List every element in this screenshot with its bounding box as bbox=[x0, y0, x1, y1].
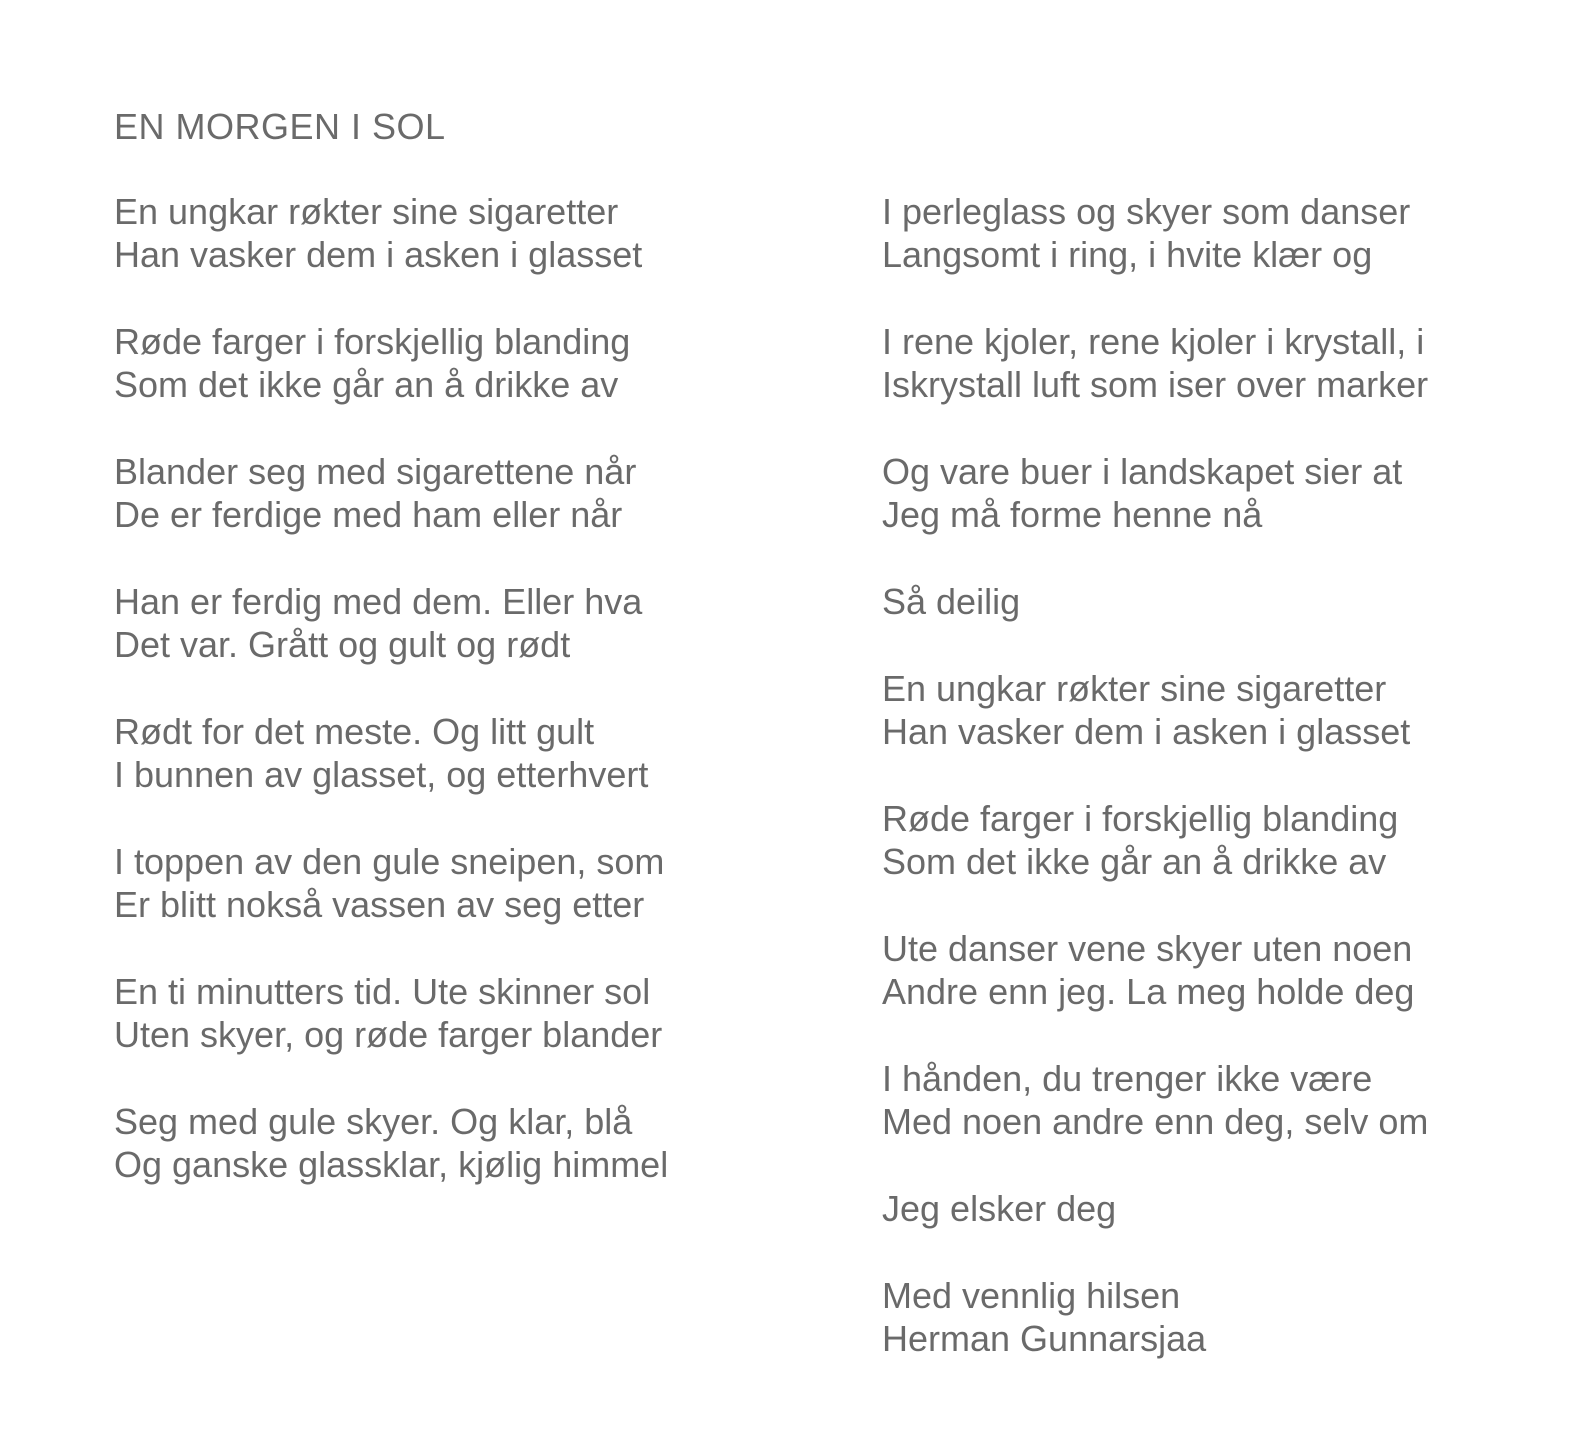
poem-line: Og vare buer i landskapet sier at bbox=[882, 451, 1403, 492]
stanza bbox=[882, 190, 1542, 276]
poem-line: Røde farger i forskjellig blanding bbox=[882, 798, 1399, 839]
poem-line: I hånden, du trenger ikke være bbox=[882, 1058, 1373, 1099]
poem-line: Seg med gule skyer. Og klar, blå bbox=[114, 1101, 633, 1142]
stanza bbox=[882, 450, 1542, 536]
poem-line: Han vasker dem i asken i glasset bbox=[114, 234, 643, 275]
poem-title: EN MORGEN I SOL bbox=[114, 106, 446, 147]
stanza bbox=[882, 580, 1542, 623]
poem-line: Med vennlig hilsen bbox=[882, 1275, 1181, 1316]
poem-line: Ute danser vene skyer uten noen bbox=[882, 928, 1413, 969]
poem-right-column bbox=[882, 190, 1542, 1404]
poem-line: Med noen andre enn deg, selv om bbox=[882, 1101, 1429, 1142]
stanza bbox=[882, 797, 1542, 883]
stanza bbox=[882, 1057, 1542, 1143]
poem-line: I rene kjoler, rene kjoler i krystall, i bbox=[882, 321, 1425, 362]
poem-line: Så deilig bbox=[882, 581, 1021, 622]
poem-line: Rødt for det meste. Og litt gult bbox=[114, 711, 595, 752]
poem-line: Og ganske glassklar, kjølig himmel bbox=[114, 1144, 669, 1185]
stanza bbox=[882, 927, 1542, 1013]
stanza bbox=[114, 190, 859, 276]
poem-line: I toppen av den gule sneipen, som bbox=[114, 841, 665, 882]
poem-line: Som det ikke går an å drikke av bbox=[114, 364, 619, 405]
stanza bbox=[114, 840, 859, 926]
poem-line: De er ferdige med ham eller når bbox=[114, 494, 623, 535]
stanza bbox=[882, 667, 1542, 753]
stanza bbox=[882, 1187, 1542, 1230]
poem-line: Iskrystall luft som iser over marker bbox=[882, 364, 1429, 405]
poem-line: I bunnen av glasset, og etterhvert bbox=[114, 754, 649, 795]
poem-line: Røde farger i forskjellig blanding bbox=[114, 321, 631, 362]
poem-line: Herman Gunnarsjaa bbox=[882, 1318, 1207, 1359]
poem-line: Jeg elsker deg bbox=[882, 1188, 1117, 1229]
poem-line: Han er ferdig med dem. Eller hva bbox=[114, 581, 643, 622]
stanza bbox=[114, 580, 859, 666]
poem-line: Han vasker dem i asken i glasset bbox=[882, 711, 1411, 752]
poem-line: En ti minutters tid. Ute skinner sol bbox=[114, 971, 651, 1012]
stanza bbox=[114, 970, 859, 1056]
stanza bbox=[882, 320, 1542, 406]
poem-line: Langsomt i ring, i hvite klær og bbox=[882, 234, 1373, 275]
stanza bbox=[882, 1274, 1542, 1360]
poem-line: Jeg må forme henne nå bbox=[882, 494, 1263, 535]
poem-left-column bbox=[114, 190, 859, 1230]
poem-line: Som det ikke går an å drikke av bbox=[882, 841, 1387, 882]
poem-line: En ungkar røkter sine sigaretter bbox=[114, 191, 619, 232]
stanza bbox=[114, 320, 859, 406]
poem-line: En ungkar røkter sine sigaretter bbox=[882, 668, 1387, 709]
stanza bbox=[114, 710, 859, 796]
poem-line: Er blitt nokså vassen av seg etter bbox=[114, 884, 645, 925]
stanza bbox=[114, 1100, 859, 1186]
stanza bbox=[114, 450, 859, 536]
poem-line: Det var. Grått og gult og rødt bbox=[114, 624, 571, 665]
poem-line: Andre enn jeg. La meg holde deg bbox=[882, 971, 1415, 1012]
poem-line: Blander seg med sigarettene når bbox=[114, 451, 637, 492]
poem-line: Uten skyer, og røde farger blander bbox=[114, 1014, 663, 1055]
poem-line: I perleglass og skyer som danser bbox=[882, 191, 1411, 232]
